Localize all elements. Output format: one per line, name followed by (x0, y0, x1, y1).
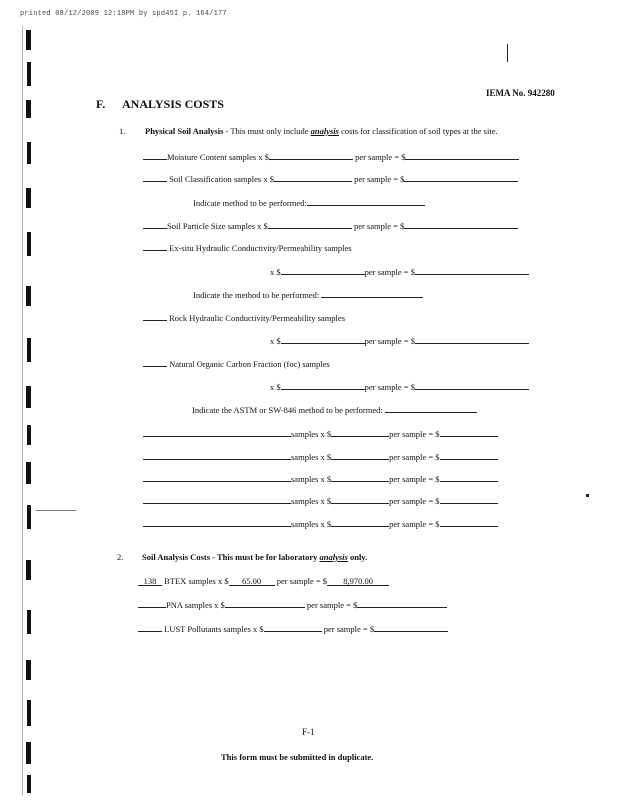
organic-row (143, 357, 330, 369)
organic-price-field[interactable] (281, 380, 365, 390)
organic-x: x $ (270, 382, 281, 392)
pna-per-sample: per sample = $ (306, 600, 358, 610)
item1-desc-pre: - This must only include (223, 126, 311, 136)
rock-price-row (270, 334, 529, 346)
blank-price-field[interactable] (331, 472, 389, 482)
organic-total-field[interactable] (415, 380, 529, 390)
lust-label: LUST Pollutants samples x $ (164, 624, 264, 634)
blank-per-sample: per sample = $ (389, 474, 440, 484)
soil-class-per-sample: per sample = $ (354, 174, 405, 184)
blank-total-field[interactable] (440, 472, 498, 482)
particle-count-field[interactable] (143, 219, 167, 229)
exsitu-per-sample: per sample = $ (364, 267, 415, 277)
exsitu-price-row (270, 265, 529, 277)
section-title: ANALYSIS COSTS (122, 97, 224, 111)
blank-per-sample: per sample = $ (389, 496, 440, 506)
lust-count-field[interactable] (138, 622, 162, 632)
print-header: printed 08/12/2009 12:18PM by spd45I p. 164/177 (20, 10, 227, 18)
blank-price-field[interactable] (331, 450, 389, 460)
blank-total-field[interactable] (440, 517, 498, 527)
pna-row (138, 598, 447, 610)
moisture-per-sample: per sample = $ (355, 152, 406, 162)
blank-per-sample: per sample = $ (389, 429, 440, 439)
rock-x: x $ (270, 336, 281, 346)
rock-count-field[interactable] (143, 311, 167, 321)
exsitu-x: x $ (270, 267, 281, 277)
item2-title-em: analysis (319, 552, 348, 562)
section-letter: F. (96, 97, 106, 111)
btex-price-field[interactable]: 65.00 (229, 576, 275, 586)
blank-row-3 (143, 472, 498, 484)
particle-total-field[interactable] (404, 219, 518, 229)
blank-row-5 (143, 517, 498, 529)
indicate-method2-label: Indicate the method to be performed: (193, 290, 320, 300)
footer-note: This form must be submitted in duplicate. (221, 752, 374, 762)
moisture-count-field[interactable] (143, 150, 167, 160)
pna-price-field[interactable] (225, 598, 305, 608)
rock-row (143, 311, 345, 323)
exsitu-total-field[interactable] (415, 265, 529, 275)
btex-total-field[interactable]: 8,970.00 (327, 576, 389, 586)
soil-class-total-field[interactable] (404, 172, 518, 182)
pna-label: PNA samples x $ (166, 600, 225, 610)
soil-class-row (143, 172, 518, 184)
organic-label: Natural Organic Carbon Fraction (foc) samples (169, 359, 330, 369)
pna-total-field[interactable] (357, 598, 447, 608)
blank-samples-x: samples x $ (291, 519, 332, 529)
item2-title-pre: Soil Analysis Costs - This must be for laboratory (142, 552, 320, 562)
iema-number: IEMA No. 942280 (486, 88, 555, 98)
organic-per-sample: per sample = $ (364, 382, 415, 392)
blank-row-2 (143, 450, 498, 462)
item2-title-post: only. (347, 552, 368, 562)
blank-samples-x: samples x $ (291, 429, 332, 439)
soil-class-count-field[interactable] (143, 172, 167, 182)
rock-per-sample: per sample = $ (364, 336, 415, 346)
blank-price-field[interactable] (331, 517, 389, 527)
indicate-method2-field[interactable] (321, 288, 423, 298)
astm-row (192, 403, 477, 415)
rock-total-field[interactable] (415, 334, 529, 344)
page-number: F-1 (302, 727, 315, 737)
particle-label: Soil Particle Size samples x $ (167, 221, 268, 231)
item1-desc-em: analysis (310, 126, 339, 136)
particle-row (143, 219, 518, 231)
btex-count-field[interactable]: 138 (138, 576, 162, 586)
blank-per-sample: per sample = $ (389, 519, 440, 529)
btex-label: BTEX samples x $ (164, 576, 229, 586)
moisture-row (143, 150, 519, 162)
blank-row-4 (143, 494, 498, 506)
blank-total-field[interactable] (440, 450, 498, 460)
blank-name-field[interactable] (143, 494, 291, 504)
blank-total-field[interactable] (440, 427, 498, 437)
item1-heading (145, 126, 498, 136)
blank-samples-x: samples x $ (291, 474, 332, 484)
exsitu-count-field[interactable] (143, 241, 167, 251)
blank-name-field[interactable] (143, 427, 291, 437)
btex-per-sample: per sample = $ (276, 576, 328, 586)
item2-heading (142, 552, 367, 562)
exsitu-label: Ex-situ Hydraulic Conductivity/Permeability samples (169, 243, 352, 253)
indicate-method-row (193, 196, 425, 208)
particle-per-sample: per sample = $ (353, 221, 405, 231)
particle-price-field[interactable] (268, 219, 352, 229)
moisture-price-field[interactable] (269, 150, 353, 160)
indicate-method-field[interactable] (307, 196, 425, 206)
blank-name-field[interactable] (143, 472, 291, 482)
item2-number: 2. (117, 552, 124, 562)
moisture-total-field[interactable] (405, 150, 519, 160)
lust-row (138, 622, 448, 634)
btex-row (138, 576, 389, 586)
indicate-method-label: Indicate method to be performed: (193, 198, 307, 208)
item1-title: Physical Soil Analysis (145, 126, 224, 136)
blank-price-field[interactable] (331, 494, 389, 504)
pna-count-field[interactable] (138, 598, 166, 608)
blank-per-sample: per sample = $ (389, 452, 440, 462)
item1-number: 1. (119, 126, 126, 136)
blank-name-field[interactable] (143, 517, 291, 527)
lust-per-sample: per sample = $ (323, 624, 375, 634)
blank-row-1 (143, 427, 498, 439)
rock-price-field[interactable] (281, 334, 365, 344)
rock-label: Rock Hydraulic Conductivity/Permeability samples (169, 313, 345, 323)
blank-name-field[interactable] (143, 450, 291, 460)
indicate-method2-row (193, 288, 423, 300)
blank-total-field[interactable] (440, 494, 498, 504)
astm-field[interactable] (385, 403, 477, 413)
soil-class-price-field[interactable] (274, 172, 352, 182)
blank-samples-x: samples x $ (291, 496, 332, 506)
blank-price-field[interactable] (331, 427, 389, 437)
exsitu-row (143, 241, 352, 253)
item1-desc-post: costs for classification of soil types at the site. (338, 126, 498, 136)
soil-class-label: Soil Classification samples x $ (169, 174, 274, 184)
lust-price-field[interactable] (264, 622, 322, 632)
moisture-label: Moisture Content samples x $ (167, 152, 269, 162)
organic-count-field[interactable] (143, 357, 167, 367)
astm-label: Indicate the ASTM or SW-846 method to be performed: (192, 405, 383, 415)
blank-samples-x: samples x $ (291, 452, 332, 462)
organic-price-row (270, 380, 529, 392)
exsitu-price-field[interactable] (281, 265, 365, 275)
lust-total-field[interactable] (374, 622, 448, 632)
